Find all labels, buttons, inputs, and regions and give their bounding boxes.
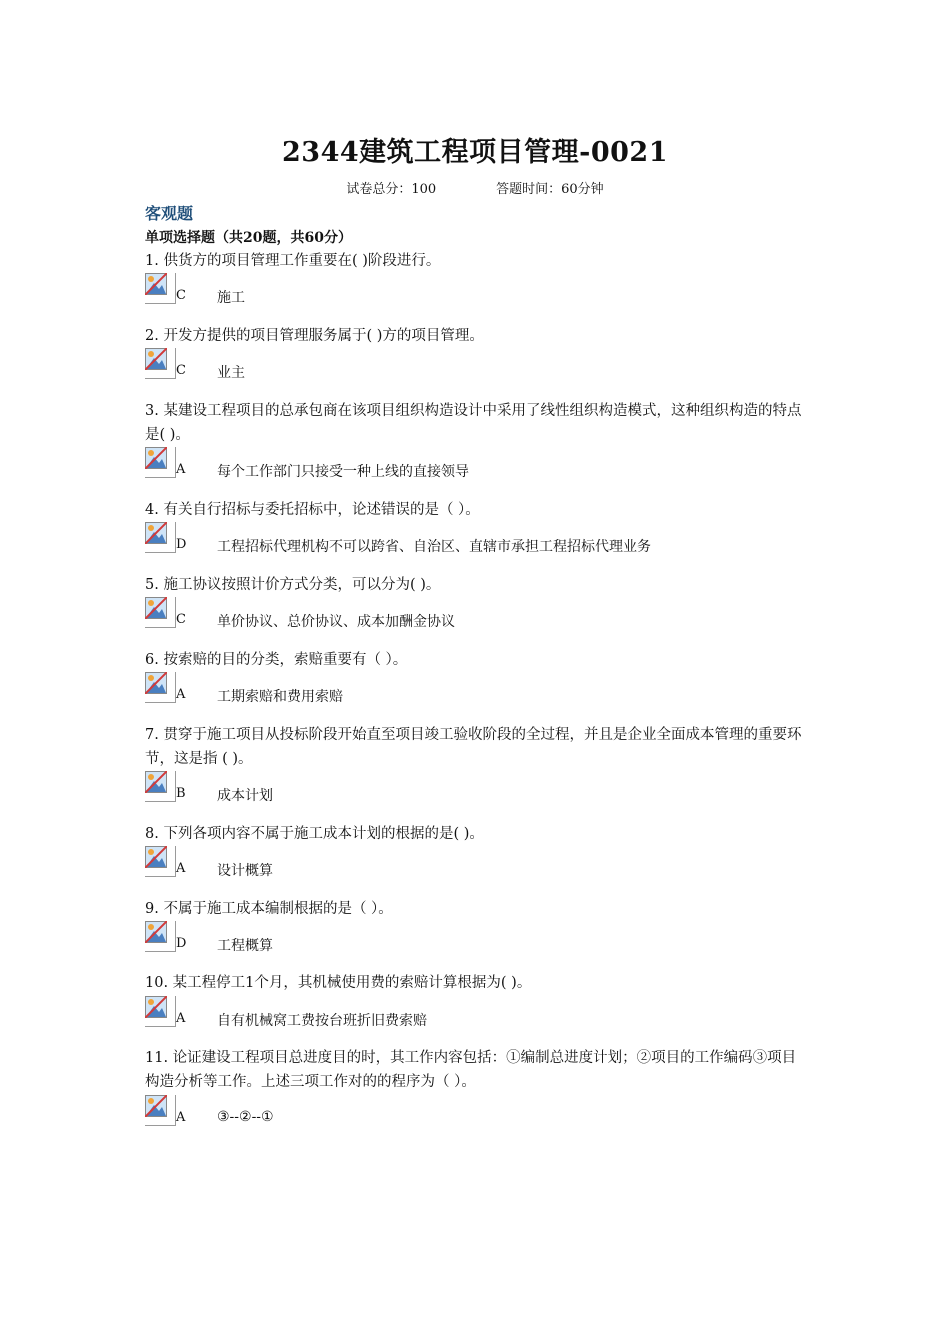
answer-text: 每个工作部门只接受一种上线的直接领导: [217, 464, 469, 480]
broken-image-icon: [145, 1095, 176, 1126]
answer-time: 答题时间：60分钟: [496, 182, 604, 197]
answer-row-6: [145, 672, 745, 704]
question-4: 4. 有关自行招标与委托招标中，论述错误的是（ ）。: [145, 502, 480, 518]
total-score: 试卷总分：100: [346, 182, 437, 197]
answer-row-1: [145, 273, 745, 305]
broken-image-icon: [145, 273, 176, 304]
answer-letter: C: [176, 363, 186, 378]
question-11: 11. 论证建设工程项目总进度目的时，其工作内容包括：①编制总进度计划；②项目的工作编码③项目构造分析等工作。上述三项工作对的的程序为（ ）。: [145, 1050, 797, 1090]
answer-text: 单价协议、总价协议、成本加酬金协议: [217, 614, 455, 630]
answer-letter: C: [176, 612, 186, 627]
page-title: 2344建筑工程项目管理-0021: [282, 137, 668, 168]
exam-meta: [0, 178, 950, 197]
broken-image-icon: [145, 921, 176, 952]
broken-image-icon: [145, 846, 176, 877]
question-10: 10. 某工程停工1个月，其机械使用费的索赔计算根据为( )。: [145, 975, 532, 991]
question-9: 9. 不属于施工成本编制根据的是（ ）。: [145, 901, 393, 917]
answer-text: 成本计划: [217, 788, 273, 804]
answer-text: 业主: [217, 365, 245, 381]
answer-letter: A: [176, 687, 186, 702]
answer-letter: B: [176, 786, 186, 801]
broken-image-icon: [145, 447, 176, 478]
answer-text: 施工: [217, 290, 245, 306]
broken-image-icon: [145, 672, 176, 703]
answer-text: 自有机械窝工费按台班折旧费索赔: [217, 1013, 427, 1029]
question-3: 3. 某建设工程项目的总承包商在该项目组织构造设计中采用了线性组织构造模式，这种组织构造的特点是( )。: [145, 403, 802, 443]
broken-image-icon: [145, 597, 176, 628]
broken-image-icon: [145, 996, 176, 1027]
question-7: 7. 贯穿于施工项目从投标阶段开始直至项目竣工验收阶段的全过程，并且是企业全面成本管理的重要环节，这是指 ( )。: [145, 727, 802, 767]
answer-letter: A: [176, 462, 186, 477]
broken-image-icon: [145, 348, 176, 379]
section-heading: 客观题: [145, 204, 194, 223]
answer-row-9: [145, 921, 745, 953]
broken-image-icon: [145, 522, 176, 553]
broken-image-icon: [145, 771, 176, 802]
answer-letter: A: [176, 1011, 186, 1026]
answer-row-3: [145, 447, 745, 479]
question-2: 2. 开发方提供的项目管理服务属于( )方的项目管理。: [145, 328, 484, 344]
answer-text: 设计概算: [217, 863, 273, 879]
question-8: 8. 下列各项内容不属于施工成本计划的根据的是( )。: [145, 826, 484, 842]
answer-text: 工程招标代理机构不可以跨省、自治区、直辖市承担工程招标代理业务: [217, 539, 651, 555]
question-1: 1. 供货方的项目管理工作重要在( )阶段进行。: [145, 253, 441, 269]
answer-row-7: [145, 771, 745, 803]
answer-letter: A: [176, 861, 186, 876]
answer-row-4: [145, 522, 745, 554]
answer-letter: C: [176, 288, 186, 303]
question-6: 6. 按索赔的目的分类，索赔重要有（ ）。: [145, 652, 408, 668]
answer-text: ③--②--①: [217, 1109, 274, 1125]
answer-text: 工期索赔和费用索赔: [217, 689, 343, 705]
answer-row-8: [145, 846, 745, 878]
question-5: 5. 施工协议按照计价方式分类，可以分为( )。: [145, 577, 441, 593]
answer-row-10: [145, 996, 745, 1028]
answer-text: 工程概算: [217, 938, 273, 954]
answer-row-2: [145, 348, 745, 380]
answer-letter: D: [176, 936, 187, 951]
subsection-heading: 单项选择题（共20题，共60分）: [145, 230, 352, 246]
answer-row-5: [145, 597, 745, 629]
answer-row-11: [145, 1095, 745, 1127]
answer-letter: A: [176, 1110, 186, 1125]
answer-letter: D: [176, 537, 187, 552]
